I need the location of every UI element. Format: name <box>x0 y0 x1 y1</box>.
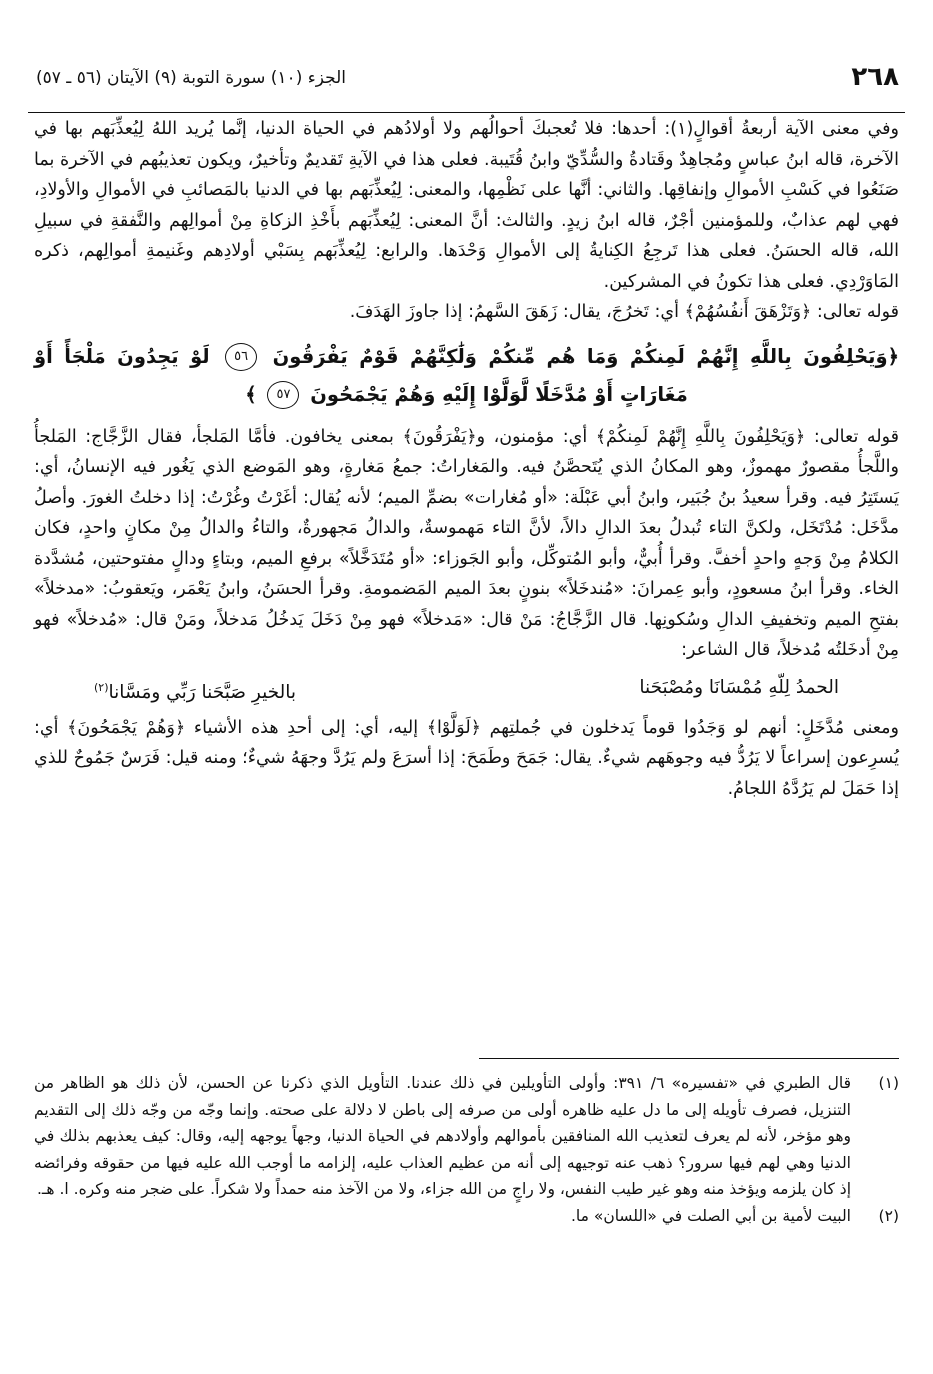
footnotes <box>34 1070 899 1229</box>
page-body <box>34 114 899 804</box>
book-page <box>28 40 905 1340</box>
poem-hemistich-second-text: بالخيرِ صَبَّحَنا رَبِّي ومَسَّانا <box>108 681 297 703</box>
poem-hemistich-second <box>94 672 296 709</box>
verse-text-56: ﴿وَيَحْلِفُونَ بِاللَّهِ إِنَّهُمْ لَمِنكُمْ وَمَا هُم مِّنكُمْ وَلَٰكِنَّهُمْ قَوْمٌ يَفْرَقُونَ <box>272 344 899 368</box>
footnote-number: (١) <box>878 1074 899 1092</box>
footnote-ref-2: (٢) <box>94 680 109 694</box>
footnote-number: (٢) <box>878 1206 899 1225</box>
paragraph-3: قوله تعالى: ﴿وَيَحْلِفُونَ بِاللَّهِ إِنَّهُمْ لَمِنكُمْ﴾ أي: مؤمنون، و﴿يَفْرَقُونَ﴾ بمعنى يخافون. فأمَّا المَلجأ، فقال الزَّجَّاج: المَلجأُ واللَّجأُ مقصورٌ مهموزٌ، وهو المكانُ الذي يُتَحصَّنُ فيه. والمَغاراتُ: جمعُ مَغارةٍ، وهو المَوضع الذي يَغُور فيه الإنسانُ، أي: يَستَتِرُ فيه. وقرأ سعيدُ بنُ جُبَير، وابنُ أبي عَبْلَة: «أو مُغارات» بضمِّ الميم؛ لأنه يُقال: أغَرْتُ وغُرْتُ: إذا دخلتُ الغورَ. وأصلُ مدَّخَل: مُدْتَخَل، ولكنَّ التاء تُبدلُ بعدَ الدالِ دالاً، لأنَّ التاء مَهموسةٌ، والدالُ مَجهورةٌ، والتاءُ والدالُ مِنْ مكانٍ واحدٍ، فكان الكلامُ مِنْ وَجهٍ واحدٍ أخفَّ. وقرأ أُبيٌّ، وأبو المُتوكِّل، وأبو الجَوزاء: «أو مُتَدَخَّلاً» برفعِ الميم، وبتاءٍ ودالٍ مفتوحتين، مُشدَّدة الخاء. وقرأ ابنُ مسعودٍ، وأبو عِمرانَ: «مُندخَلاً» بنونٍ بعدَ الميم المَضمومةِ. وقرأ الحسَنُ، وابنُ يَعْمَر، ويَعقوبُ: «مدخلاً» بفتحِ الميم وتخفيفِ الدالِ وسُكونِها. قال الزَّجَّاجُ: مَنْ قال: «مَدخلاً» فهو مِنْ دَخَلَ يَدخُلُ مَدخلاً، ومَنْ قال: «مُدخلاً» فهو مِنْ أدخَلتُه مُدخلاً، قال الشاعر: <box>34 426 899 660</box>
verse-number-57: ٥٧ <box>267 381 299 409</box>
paragraph-1: وفي معنى الآية أربعةُ أقوالٍ(١): أحدها: فلا تُعجبكَ أحوالُهم ولا أولادُهم في الحياة الدنيا، إنَّما يُريد اللهُ لِيُعذِّبَهم بها في الآخرة، قاله ابنُ عباسٍ ومُجاهِدٌ وقَتادةُ والسُّدِّيّ وابنُ قُتَيبة. فعلى هذا في الآيةِ تَقديمٌ وتأخيرٌ، ويكون تعذيبُهم في الآخرة بما صَنَعُوا في كَسْبِ الأموالِ وإنفاقِها. والثاني: أنَّها على نَظْمِها، والمعنى: لِيُعذِّبَهم بها في الدنيا بالمَصائبِ في الأموالِ والأولادِ، فهي لهم عذابٌ، وللمؤمنين أجْرٌ، قاله ابنُ زيدٍ. والثالث: أنَّ المعنى: لِيُعذِّبَهم بأَخْذِ الزكاةِ مِنْ أموالِهم والنَّفقةِ في سبيلِ الله، قاله الحسَنُ. فعلى هذا تَرجِعُ الكِنايةُ إلى الأموالِ وَحْدَها. والرابع: لِيُعذِّبَهم بِسَبْي أولادِهم وغَنيمةِ أموالِهم، ذكره المَاوَرْدِي. فعلى هذا تكونُ في المشركين. <box>34 119 899 292</box>
paragraph-4: ومعنى مُدَّخَلٍ: أنهم لو وَجَدُوا قوماً يَدخلون في جُملتِهم ﴿لَوَلَّوْا﴾ إليه، أي: إلى أحدِ هذه الأشياء ﴿وَهُمْ يَجْمَحُونَ﴾ أي: يُسرِعون إسراعاً لا يَرُدُّ فيه وجوهَهم شيءٌ. يقال: جَمَحَ وطَمَحَ: إذا أسرَعَ ولم يَرُدَّ وجهَهُ شيءٌ؛ ومنه قيل: فَرَسٌ جَمُوحٌ للذي إذا حَمَلَ لم يَرُدَّهُ اللجامُ. <box>34 717 899 799</box>
footnote-2 <box>34 1203 899 1230</box>
footnote-text: قال الطبري في «تفسيره» ٦/ ٣٩١: وأولى التأويلين في ذلك عندنا. التأويل الذي ذكرنا عن الحسن، لأن ذلك هو الظاهر من التنزيل، فصرف تأويله إلى ما دل عليه ظاهره أولى من صرفه إلى باطن لا دلالة على صحته. وإنما وجّه من وجّه ذلك إلى التقديم وهو مؤخر، لأنه لم يعرف لتعذيب الله المنافقين بأموالهم وأولادهم في الحياة الدنيا، وجهاً يوجهه إليه، وقال: كيف يعذبهم بذلك في الدنيا وهي لهم فيها سرور؟ ذهب عنه توجيهه إلى أنه من عظيم العذاب عليه، إلزامه ما أوجب الله عليه فيها من حقوقه وفرائضه إذ كان يلزمه ويؤخذ منه وهو غير طيب النفس، ولا راجٍ من الله جزاء، ولا من الآخذ منه حمداً ولا شكراً. على ضجر منه وكره. ا. هـ. <box>34 1074 852 1198</box>
header-rule <box>28 112 905 113</box>
footnote-1 <box>34 1070 899 1203</box>
quran-verses <box>34 338 899 414</box>
footnote-rule <box>479 1058 899 1059</box>
running-head: الجزء (١٠) سورة التوبة (٩) الآيتان (٥٦ ـ ٥٧) <box>36 68 346 88</box>
footnote-text: البيت لأمية بن أبي الصلت في «اللسان» ما. <box>570 1206 851 1225</box>
paragraph-2: قوله تعالى: ﴿وَتَزْهَقَ أَنفُسُهُمْ﴾ أي: تَخرُجَ، يقال: زَهَقَ السَّهمُ: إذا جاوزَ الهَدَفَ. <box>349 302 899 322</box>
page-number: ٢٦٨ <box>851 62 899 92</box>
poem-hemistich-first: الحمدُ لِلّهِ مُمْسَانَا ومُصْبَحَنا <box>639 676 839 698</box>
verse-text-57: لَوْ يَجِدُونَ مَلْجَأً أَوْ مَغَارَاتٍ أَوْ مُدَّخَلًا لَّوَلَّوْا إِلَيْهِ وَهُمْ يَجْمَحُونَ <box>34 344 688 406</box>
verse-end-bracket: ﴾ <box>245 382 257 406</box>
page-header <box>28 62 905 106</box>
verse-number-56: ٥٦ <box>225 343 257 371</box>
poem-verse <box>94 672 839 709</box>
